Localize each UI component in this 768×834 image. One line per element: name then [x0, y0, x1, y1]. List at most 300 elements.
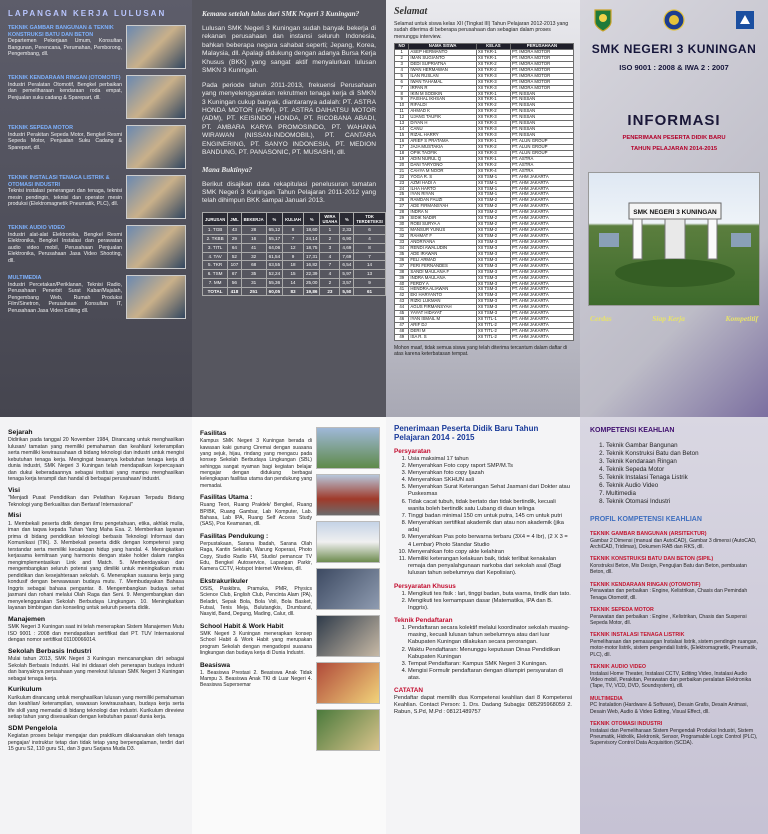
list-item: 2. Menyerahkan Foto copy raport SMP/M.Ts — [408, 463, 572, 470]
profile-text: Instalasi dan Pemeliharaan Sistem Pengendali Produksi Industri, Sistem Pneumatik, Hidrolik, Elektronik, Sensor, Programable Logic Control (PLC), Supervisory Control Data Acquisition (SCDA). — [590, 727, 758, 747]
list-item: 5. Teknik Instalasi Tenaga Listrik — [606, 474, 758, 482]
table-cell: PT. AHM JAKARTA — [510, 174, 573, 180]
section-text: Perpustakaan, Sarana Ibadah, Sarana Olah Raga, Kantin Sekolah, Warung Koperasi, Photo Copy, Studio Radio FM, Studio/ pemancar TV Edu, Bengkel Autoservice, Lapangan Parkir, Kamera CCTV, Hotspot Internet Wireless, dll. — [200, 541, 312, 573]
table-cell: 2 — [320, 278, 340, 287]
section-heading: Selamat — [394, 6, 428, 17]
profile-text: PC Instalation (Hardware & Software), Desain Grafis, Desain Animasi, Desain Web, Audio & Video Editing, Visual Effect, dll. — [590, 702, 748, 715]
panel-ppdb — [386, 417, 580, 834]
table-cell: 10 — [395, 103, 409, 109]
table-cell: PT. AHM JAKARTA — [510, 216, 573, 222]
table-cell: 24,14 — [303, 235, 320, 244]
section-text: OSIS, Paskibra, Pramuka, PMR, Physics Science Club, English Club, Pencinta Alam (PA), Beladiri, Sepak Bola, Bola Voli, Bola Basket, Futsal, Tenis Meja, Bulutangkis, Drumband, Nasyid, Band, Degung, Mading, Calur, dll. — [200, 586, 312, 618]
table-cell: XII TSM-2 — [476, 228, 510, 234]
panel-setelah-lulus — [192, 0, 386, 417]
table-cell: 9 — [354, 278, 386, 287]
table-cell: 1. TGB — [203, 226, 228, 235]
table-cell: ASEP HERMANTO — [409, 49, 476, 55]
job-field-photo — [126, 225, 186, 269]
table-cell: RAMDAN FAUZI — [409, 198, 476, 204]
table-cell: XII TITL-2 — [476, 329, 510, 335]
table-cell: PT. NISSAN — [510, 115, 573, 121]
iso-certification-icon — [734, 8, 756, 32]
table-cell: PT. IMORA MOTOR — [510, 85, 573, 91]
table-cell: OPIK TAOFIK — [409, 150, 476, 156]
iso-line: ISO 9001 : 2008 & IWA 2 : 2007 — [619, 63, 729, 72]
list-item: 2. Teknik Konstruksi Batu dan Beton — [606, 450, 758, 458]
table-cell: PT. AHM JAKARTA — [510, 329, 573, 335]
list-item: 2. Mengikuti tes kemampuan dasar (Matematika, IPA dan B. Inggris). — [408, 598, 572, 612]
profile-heading: TEKNIK INSTALASI TENAGA LISTRIK — [590, 632, 685, 639]
table-cell: 7 — [395, 85, 409, 91]
table-cell: 24 — [395, 186, 409, 192]
table-row — [203, 287, 402, 296]
table-cell: 4 — [320, 252, 340, 261]
table-cell: PT. IMORA MOTOR — [510, 49, 573, 55]
job-field-text-column — [8, 175, 122, 219]
workshop-photo — [316, 568, 380, 610]
table-cell: 39 — [395, 275, 409, 281]
table-cell: PT. AHM JAKARTA — [510, 234, 573, 240]
table-cell: 27 — [395, 204, 409, 210]
table-header-cell: NO — [395, 44, 409, 50]
table-header-cell: % — [340, 212, 354, 226]
table-cell: 7 — [320, 261, 340, 270]
table-cell: 4 — [395, 67, 409, 73]
list-item: 1. Mengikuti tes fisik : lari, tinggi badan, buta warna, tindik dan tato. — [408, 591, 572, 598]
table-cell: ADE FIRMANSYAH — [409, 204, 476, 210]
ppdb-title: Penerimaan Peserta Didik Baru Tahun Pelajaran 2014 - 2015 — [394, 424, 539, 442]
profile-text: Instalasi Home Theater, Instalasi CCTV, Editing Video, Instalasi Audio Video mobil, Perakitan, Perawatan dan perbaikan peralatan Elektronika (Tape, TV, VCD, DVD, Soundsystem), dll. — [590, 670, 752, 690]
table-cell: EKI HARYANTO — [409, 293, 476, 299]
logo-row — [580, 0, 768, 32]
table-cell: PT. NISSAN — [510, 97, 573, 103]
table-cell: 5,50 — [340, 287, 354, 296]
table-cell: 18,75 — [303, 243, 320, 252]
table-cell: 8 — [354, 243, 386, 252]
table-cell: 26 — [395, 198, 409, 204]
table-cell: IRPAN R — [409, 85, 476, 91]
table-cell: 61 — [354, 287, 386, 296]
table-cell: XII TKR-1 — [476, 97, 510, 103]
table-cell: PT. NISSAN — [510, 91, 573, 97]
table-cell: HENDRA ALIAWAN — [409, 287, 476, 293]
table-cell: 6 — [395, 79, 409, 85]
table-cell: XII TKR-1 — [476, 139, 510, 145]
job-field-heading: TEKNIK KENDARAAN RINGAN (OTOMOTIF) — [8, 74, 121, 81]
table-cell: 12 — [395, 115, 409, 121]
table-cell: 83 — [283, 287, 304, 296]
accepted-students-table — [394, 43, 574, 341]
table-cell: CANU — [409, 127, 476, 133]
table-cell: XII TKR-3 — [476, 150, 510, 156]
table-cell: ISA R. S — [409, 334, 476, 340]
table-cell: 56 — [228, 278, 241, 287]
table-cell: 45 — [395, 311, 409, 317]
table-cell: PT. NISSAN — [510, 133, 573, 139]
table-cell: XII TKR-3 — [476, 73, 510, 79]
table-cell: INDRA MAULANA — [409, 275, 476, 281]
table-cell: 18,60 — [303, 226, 320, 235]
job-field-text-column — [8, 275, 122, 319]
job-field-text-column — [8, 225, 122, 269]
competency-list — [590, 442, 758, 507]
table-cell: 33 — [395, 239, 409, 245]
table-header-cell: JML — [228, 212, 241, 226]
table-cell: 14 — [354, 261, 386, 270]
table-cell: PT. ASTRA — [510, 156, 573, 162]
table-cell: 16,82 — [303, 261, 320, 270]
section-text: 1. Membekali peserta didik dengan ilmu pengetahuan, etika, akhlak mulia, iman dan taqwa kepada Tuhan Yang Maha Esa. 2. Memberikan layanan prima di bidang pendidikan teknologi berbasis Teknologi Informasi dan Komunikasi (TIK). 3. Membekali peserta didik dengan kompetensi yang terstandar serta memiliki kecakapan hidup yang handal. 4. Meningkatkan kerjasama kemitraan yang harmonis dengan stake holder dalam rangka mengimplementasikan Link and Match. 5. Memberdayakan dan mengembangkan seluruh potensi yang dimiliki untuk meningkatkan mutu pendidikan dan kesejahteraan sekolah. 6. Menerapkan suasana kerja yang kondusif dengan berwawasan budaya mutu. 7. Membudayakan Bahasa Inggris sebagai bahasa pengantar. 8. Mengembangkan budaya sehat jasmani dan rohani melalui Olah Raga dan Seni. 9. Mengembangkan dan menyelenggarakan Sekolah Berbudaya Lingkungan. 10. Meningkatkan layanan bimbingan dan konseling untuk seluruh peserta didik. — [8, 520, 184, 612]
job-field-text-column — [8, 125, 122, 169]
table-cell: 36 — [395, 257, 409, 263]
table-cell: PT. AHM JAKARTA — [510, 293, 573, 299]
job-field-list — [8, 25, 186, 319]
table-cell: XII TSM-1 — [476, 180, 510, 186]
activity-photo — [316, 709, 380, 751]
table-cell: 40 — [395, 281, 409, 287]
table-cell: 6 — [354, 226, 386, 235]
job-field-text-column — [8, 25, 122, 69]
job-field-block — [8, 225, 186, 269]
section-text: Ruang Teori, Ruang Praktek/ Bengkel, Ruang BP/BK, Ruang Gambar, Lab Komputer, Lab. Bahasa, Lab IPA, Ruang Self Access Study (SAS), Pos Keamanan, dll. — [200, 502, 312, 528]
table-cell: PT. AHM JAKARTA — [510, 323, 573, 329]
table-cell: 5,97 — [340, 270, 354, 279]
table-cell: XII TKR-2 — [476, 144, 510, 150]
table-cell: XII TSM-3 — [476, 281, 510, 287]
table-row — [203, 243, 402, 252]
table-cell: 6,90 — [340, 235, 354, 244]
table-cell: ARIF DJ — [409, 323, 476, 329]
table-cell: PT. ALUN GROUP — [510, 139, 573, 145]
school-gate-photo — [588, 172, 760, 306]
table-cell: 31 — [241, 278, 266, 287]
table-cell: DANI TARYONO — [409, 162, 476, 168]
table-header-cell: NAMA SISWA — [409, 44, 476, 50]
table-cell: PT. AHM JAKARTA — [510, 257, 573, 263]
table-cell: 13 — [395, 121, 409, 127]
table-cell: 16 — [395, 139, 409, 145]
table-cell: RAHMAT F — [409, 234, 476, 240]
table-cell: 19,86 — [303, 287, 320, 296]
campus-photo — [316, 427, 380, 469]
profile-text: Perawatan dan perbaikan : Engine , Kelistrikan, Chasis dan Suspensi Sepeda Motor, dll. — [590, 613, 747, 626]
table-cell: PT. AHM JAKARTA — [510, 311, 573, 317]
table-cell: XII TKR-2 — [476, 109, 510, 115]
table-cell: XII TKR-1 — [476, 55, 510, 61]
table-cell: XII TITL-2 — [476, 334, 510, 340]
job-field-heading: TEKNIK INSTALASI TENAGA LISTRIK & OTOMASI INDUSTRI — [8, 174, 110, 188]
paragraph: Berikut disajikan data rekapitulasi penelusuran tamatan SMK Negeri 3 Kuningan Tahun Pelajaran 2011-2012 yang telah dihimpun BKK sampai Januari 2013. — [202, 180, 376, 205]
table-cell: PT. AHM JAKARTA — [510, 245, 573, 251]
table-cell: DIYAN H — [409, 121, 476, 127]
list-item: 6. Tidak cacat tubuh, tidak bertato dan tidak bertindik, kecuali wanita boleh bertindik satu Lubang di daun telinga — [408, 499, 572, 513]
table-row — [203, 270, 402, 279]
job-field-photo — [126, 75, 186, 119]
table-cell: 5. TKR — [203, 261, 228, 270]
section-heading: Ekstrakurikuler — [200, 577, 249, 585]
job-field-photo — [126, 275, 186, 319]
table-cell: XII TSM-3 — [476, 239, 510, 245]
section-text: 1. Beasiswa Prestasi 2. Beasiswa Anak Tidak Mampu 3. Beasiswa Anak TKI di Luar Negeri 4. Beasiswa Supersemar — [200, 669, 312, 689]
table-cell: XII TSM-3 — [476, 251, 510, 257]
section-heading: Beasiswa — [200, 661, 231, 669]
profile-text: Konstruksi Beton, Mix Design, Pengujian Batu dan Beton, pembuatan Beton, dll. — [590, 562, 747, 576]
table-cell: RENDI AWALUDIN — [409, 245, 476, 251]
table-cell: XII TKR-3 — [476, 85, 510, 91]
list-item: 5. Menyerahkan Surat Keterangan Sehat Jasmani dari Dokter atau Puskesmas — [408, 484, 572, 498]
table-cell: PT. IMORA MOTOR — [510, 73, 573, 79]
list-item: 3. Teknik Kendaraan Ringan — [606, 458, 758, 466]
job-field-description: Industri Perakitan Sepeda Motor, Bengkel Resmi Sepeda Motor, Penjualan Suku Cadang & Sparepart, dll. — [8, 131, 122, 151]
table-cell: 16 — [241, 235, 266, 244]
school-logo-icon — [663, 8, 685, 32]
section-text: Kurikulum dirancang untuk menghasilkan lulusan yang memiliki pemahaman dan keahlian/ keterampilan, wawasan kewirausahaan, budaya kerja serta life skill yang memadai di bidang teknologi dan industri. Kurikulum direview setiap tahun yang disesuaikan dengan kebutuhan pasar/ dunia kerja. — [8, 694, 184, 721]
table-row — [203, 226, 402, 235]
panel-selamat — [386, 0, 580, 417]
list-item: 7. Multimedia — [606, 490, 758, 498]
table-cell: MANSUR YUNUS — [409, 228, 476, 234]
table-cell: PT. AHM JAKARTA — [510, 281, 573, 287]
table-cell: 52 — [228, 252, 241, 261]
section-heading: School Habit & Work Habit — [200, 622, 284, 630]
table-cell: DEDI SUPRIATNA — [409, 61, 476, 67]
table-cell: 12 — [283, 243, 304, 252]
table-cell: PT. IMORA MOTOR — [510, 67, 573, 73]
table-cell: 4,69 — [340, 243, 354, 252]
table-cell: 41 — [241, 243, 266, 252]
table-cell: PT. AHM JAKARTA — [510, 251, 573, 257]
cover-year: TAHUN PELAJARAN 2014-2015 — [630, 146, 718, 153]
job-field-block — [8, 75, 186, 119]
section-heading: PROFIL KOMPETENSI KEAHLIAN — [590, 516, 702, 524]
panel-title: LAPANGAN KERJA LULUSAN — [8, 9, 167, 18]
regency-emblem-icon — [592, 8, 614, 32]
table-cell: PT. NISSAN — [510, 103, 573, 109]
activity-photo — [316, 662, 380, 704]
table-cell: 32 — [241, 252, 266, 261]
table-header-cell: % — [266, 212, 283, 226]
table-cell: 30 — [395, 222, 409, 228]
table-cell: 46 — [395, 317, 409, 323]
table-cell: XII TITL-2 — [476, 323, 510, 329]
table-cell: 19 — [395, 156, 409, 162]
table-cell: 67 — [228, 270, 241, 279]
job-field-heading: TEKNIK GAMBAR BANGUNAN & TEKNIK KONSTRUKSI BATU DAN BETON — [8, 24, 114, 38]
list-item: 11. Memiliki keterangan kelakuan baik, tidak terlibat kenakalan remaja dan penyalahgunaan narkoba dari sekolah asal (Bagi lulusan tahun sebelumnya dari Kepolisian). — [408, 556, 572, 578]
list-item: 8. Menyerahkan sertifikat akademik dan atau non akademik (jika ada) — [408, 520, 572, 534]
table-cell: 29 — [395, 216, 409, 222]
registration-steps-list — [394, 625, 572, 682]
cover-subtitle: PENERIMAAN PESERTA DIDIK BARU — [622, 135, 726, 142]
paragraph: Lulusan SMK Negeri 3 Kuningan sudah banyak bekerja di rekanan perusahaan dan instansi seluruh Indonesia, bahkan beberapa negara sahabat seperti; Jepang, Korea, Malaysia, dll. Apalagi didukung dengan adanya Bursa Kerja Khusus (BKK) yang sangat aktif menyalurkan lulusan SMKN 3 Kuningan. — [202, 25, 376, 75]
panel-lapangan-kerja — [0, 0, 192, 417]
table-cell: ARIEF S PRATAMA — [409, 139, 476, 145]
table-cell: 11 — [395, 109, 409, 115]
table-cell: IKIN M SODIKIN — [409, 91, 476, 97]
table-header-cell: % — [303, 212, 320, 226]
requirement-list — [394, 456, 572, 578]
table-cell: 7 — [354, 252, 386, 261]
list-item: 4. Mengisi Formulir pendaftaran dengan dilampiri persyaratan di atas. — [408, 668, 572, 682]
table-cell: XII TSM-3 — [476, 299, 510, 305]
table-cell: ILHA HARTO — [409, 186, 476, 192]
table-cell: 38 — [395, 269, 409, 275]
table-cell: IWAN TAHAMAL — [409, 79, 476, 85]
table-cell: 23 — [320, 287, 340, 296]
table-header-cell: TDK TERDETEKSI — [354, 212, 386, 226]
section-text: "Menjadi Pusat Pendidikan dan Pelatihan Kejuruan Terpadu Bidang Teknologi yang Berkualitas dan Bertaraf Internasional" — [8, 495, 184, 508]
section-text: Didirikan pada tanggal 20 November 1984, Dirancang untuk menghasilkan lulusan/ tamatan yang memiliki pemahaman dan keahlian/ keterampilan serta memiliki kewirausahaan di bidang teknologi dan industri untuk mengisi kebutuhan tenaga kerja. Mengingat besarnya kebutuhan tenaga kerja di dunia industri, SMK Negeri 3 Kuningan telah mendapatkan kepercayaan dan dukui keberadaannya sebagai institusi yang mampu menghasilkan tenaga kerja terampil dan handal di berbagai perusahaan/ industri. — [8, 437, 184, 483]
table-cell: XII TKR-1 — [476, 91, 510, 97]
table-cell: 18 — [395, 150, 409, 156]
table-cell: PT. AHM JAKARTA — [510, 239, 573, 245]
job-field-block — [8, 275, 186, 319]
building-photo — [316, 521, 380, 563]
list-item: 4. Menyerahkan SKHUN asli — [408, 477, 572, 484]
table-cell: PT. AHM JAKARTA — [510, 287, 573, 293]
table-cell: 25 — [395, 192, 409, 198]
table-cell: XII TSM-3 — [476, 257, 510, 263]
table-cell: IWAN HERMAWAN — [409, 67, 476, 73]
list-item: 7. Tinggi badan minimal 150 cm untuk putra, 145 cm untuk putri — [408, 513, 572, 520]
table-cell: XII TKR-4 — [476, 168, 510, 174]
school-name: SMK NEGERI 3 KUNINGAN — [591, 42, 757, 56]
building-photo — [316, 474, 380, 516]
table-cell: XII TSM-3 — [476, 305, 510, 311]
job-field-text-column — [8, 75, 122, 119]
table-cell: ANDRIYANA — [409, 239, 476, 245]
table-cell: 251 — [241, 287, 266, 296]
section-heading: KOMPETENSI KEAHLIAN — [590, 427, 675, 434]
table-cell: 2. TKBB — [203, 235, 228, 244]
table-cell: INDRA N — [409, 210, 476, 216]
table-cell: 55,17 — [266, 235, 283, 244]
table-cell: 14 — [283, 278, 304, 287]
job-field-heading: MULTIMEDIA — [8, 274, 42, 281]
table-cell: 29 — [228, 235, 241, 244]
table-cell: XII TKR-2 — [476, 61, 510, 67]
section-text: SMK Negeri 3 Kuningan menerapkan konsep School Habit & Work Habit yang merupakan program Sekolah dengan mengadopsi suasana lingkungan dan budaya kerja di Dunia Industri. — [200, 631, 312, 657]
table-cell: YOGA R. S — [409, 174, 476, 180]
profile-text: Perawatan dan perbaikan : Engine, Kelistrikan, Chasis dan Pemindah Tenaga Otomotif, dll. — [590, 588, 748, 601]
table-cell: 32 — [395, 234, 409, 240]
section-text: Kegiatan proses belajar mengajar dan praktikum dilaksanakan oleh tenaga pengajar/ instruktur tetap dan tidak tetap yang berpengalaman, terdiri dari 15 guru S2, 110 guru S1, dan 3 guru Sarjana Muda D3. — [8, 733, 184, 753]
profile-heading: TEKNIK GAMBAR BANGUNAN (ARSITEKTUR) — [590, 531, 707, 537]
job-field-block — [8, 125, 186, 169]
table-cell: PT. ALUN GROUP — [510, 150, 573, 156]
table-cell: 14 — [395, 127, 409, 133]
table-cell: 4 — [354, 235, 386, 244]
section-text: SMK Negeri 3 Kuningan saat ini telah menerapkan Sistem Manajemen Mutu ISO 9001 : 2008 dan mendapatkan sertifikat dari PT. TUV Internasional dengan nomor sertifikat 01100066014. — [8, 624, 184, 644]
table-cell: XII TKR-3 — [476, 127, 510, 133]
table-cell: PT. AHM JAKARTA — [510, 186, 573, 192]
job-field-heading: TEKNIK SEPEDA MOTOR — [8, 124, 73, 131]
note-text: Pendaftar dapat memilih dua Kompetensi keahlian dari 8 Kompetensi Keahlian. Contact Person: 1. Drs. Dadang Subagja: 085295968059 2. Rabun, S.Pd, M.Pd : 08121489757 — [394, 695, 572, 716]
table-cell: 1 — [320, 226, 340, 235]
table-cell: PT. AHM JAKARTA — [510, 269, 573, 275]
list-item: 9. Menyerahkan Pas poto berwarna terbaru (3X4 = 4 lbr), (2 X 3 = 4 Lembar) Photo Standar Studio — [408, 534, 572, 548]
table-cell: XII TSM-2 — [476, 198, 510, 204]
table-cell: IYAN RIYAN — [409, 192, 476, 198]
section-heading: Fasilitas Utama : — [200, 494, 253, 502]
table-cell: 63,55 — [266, 261, 283, 270]
profile-text: Gambar 2 Dimensi (manual dan AutoCAD), Gambar 3 dimensi (AutoCAD, ArchiCAD, Tridimax), Dokumen RAB dan RKS, dll. — [590, 537, 757, 550]
list-item: 3. Tempat Pendaftaran: Kampus SMK Negeri 3 Kuningan. — [408, 661, 572, 668]
table-cell: YAYAT HIDAYAT — [409, 311, 476, 317]
job-field-block — [8, 25, 186, 69]
table-cell: 3 — [395, 61, 409, 67]
table-cell: PT. IMORA MOTOR — [510, 55, 573, 61]
motto-row — [580, 306, 768, 323]
section-text: Mulai tahun 2013, SMK Negeri 3 Kuningan mencanangkan diri sebagai Sekolah Berbasis Industri. Hal ini didasari oleh penerapan budaya industri dan banyaknya perusahaan yang merekrut lulusan SMK Negeri 3 Kuningan sebagai tenaga kerja. — [8, 656, 184, 682]
profile-heading: TEKNIK KENDARAAN RINGAN (OTOMOTIF) — [590, 581, 701, 588]
table-cell: 4 — [320, 270, 340, 279]
cover-title: INFORMASI — [627, 112, 721, 130]
table-cell: 7,69 — [340, 252, 354, 261]
table-cell: 15 — [283, 270, 304, 279]
motto-item: Siap Kerja — [652, 313, 685, 323]
table-cell: 107 — [228, 261, 241, 270]
table-cell: 37 — [395, 263, 409, 269]
table-cell: 64,06 — [266, 243, 283, 252]
table-cell: XII TSM-1 — [476, 174, 510, 180]
section-heading: Fasilitas Pendukung : — [200, 532, 269, 540]
table-cell: 7 — [283, 235, 304, 244]
table-cell: 4. TAV — [203, 252, 228, 261]
table-row — [203, 278, 402, 287]
table-cell: PT. NISSAN — [510, 121, 573, 127]
table-cell: XII TKR-3 — [476, 121, 510, 127]
table-cell: 7. MM — [203, 278, 228, 287]
profile-heading: TEKNIK OTOMASI INDUSTRI — [590, 721, 663, 728]
table-cell: PT. AHM JAKARTA — [510, 228, 573, 234]
table-cell: XII TSM-3 — [476, 263, 510, 269]
table-cell: IMAN SUGIANTO — [409, 55, 476, 61]
table-cell: XII TKR-2 — [476, 162, 510, 168]
table-header-cell: KELAS — [476, 44, 510, 50]
table-cell: PT. AHM JAKARTA — [510, 222, 573, 228]
section-heading: Misi — [8, 512, 22, 520]
section-heading: Persyaratan Khusus — [394, 582, 456, 590]
competency-profiles — [590, 531, 758, 747]
table-cell: XII TSM-1 — [476, 186, 510, 192]
table-cell: 43 — [228, 226, 241, 235]
table-cell: PT. AHM JAKARTA — [510, 180, 573, 186]
list-item: 10. Menyerahkan foto copy akte kelahiran — [408, 549, 572, 556]
job-field-description: Industri alat-alat Elektronika, Bengkel Resmi Elektronika, Bengkel Instalasi dan perawatan audio video mobil, Perusahaan Penjualan Elektronika, Perusahaan Jasa Video Shooting, dll. — [8, 231, 122, 264]
table-cell: XII TSM-1 — [476, 192, 510, 198]
table-cell: PT. AHM JAKARTA — [510, 263, 573, 269]
table-cell: 60,05 — [266, 287, 283, 296]
table-cell: 2,33 — [340, 226, 354, 235]
motto-item: Kompetitif — [725, 313, 758, 323]
table-cell: AZMI HADI A — [409, 180, 476, 186]
table-cell: 3,57 — [340, 278, 354, 287]
table-cell: 44 — [395, 305, 409, 311]
profile-text: Pemeliharaan dan pemasangan Instalasi listrik, sistem pendingin ruangan, motor-motor listrik, sistem pengendali listrik, (Elektromagnetik, Pneumatik, PLC), dll. — [590, 638, 758, 658]
panel-cover — [580, 0, 768, 417]
table-cell: SANDI MAULANA F — [409, 269, 476, 275]
table-header-cell: WIRA USAHA — [320, 212, 340, 226]
table-cell: DERI M — [409, 329, 476, 335]
table-header-cell: BEKERJA — [241, 212, 266, 226]
table-cell: 418 — [228, 287, 241, 296]
table-cell: XII TSM-2 — [476, 234, 510, 240]
facility-sections — [200, 430, 312, 689]
job-field-description: Departemen Pekerjaan Umum, Konsultan Bangunan, Perencana, Perumahan, Pemborong, Pengembang, dll. — [8, 38, 122, 58]
table-header-cell: PERUSAHAAN — [510, 44, 573, 50]
gate-sign-text: SMK NEGERI 3 KUNINGAN — [633, 208, 717, 216]
